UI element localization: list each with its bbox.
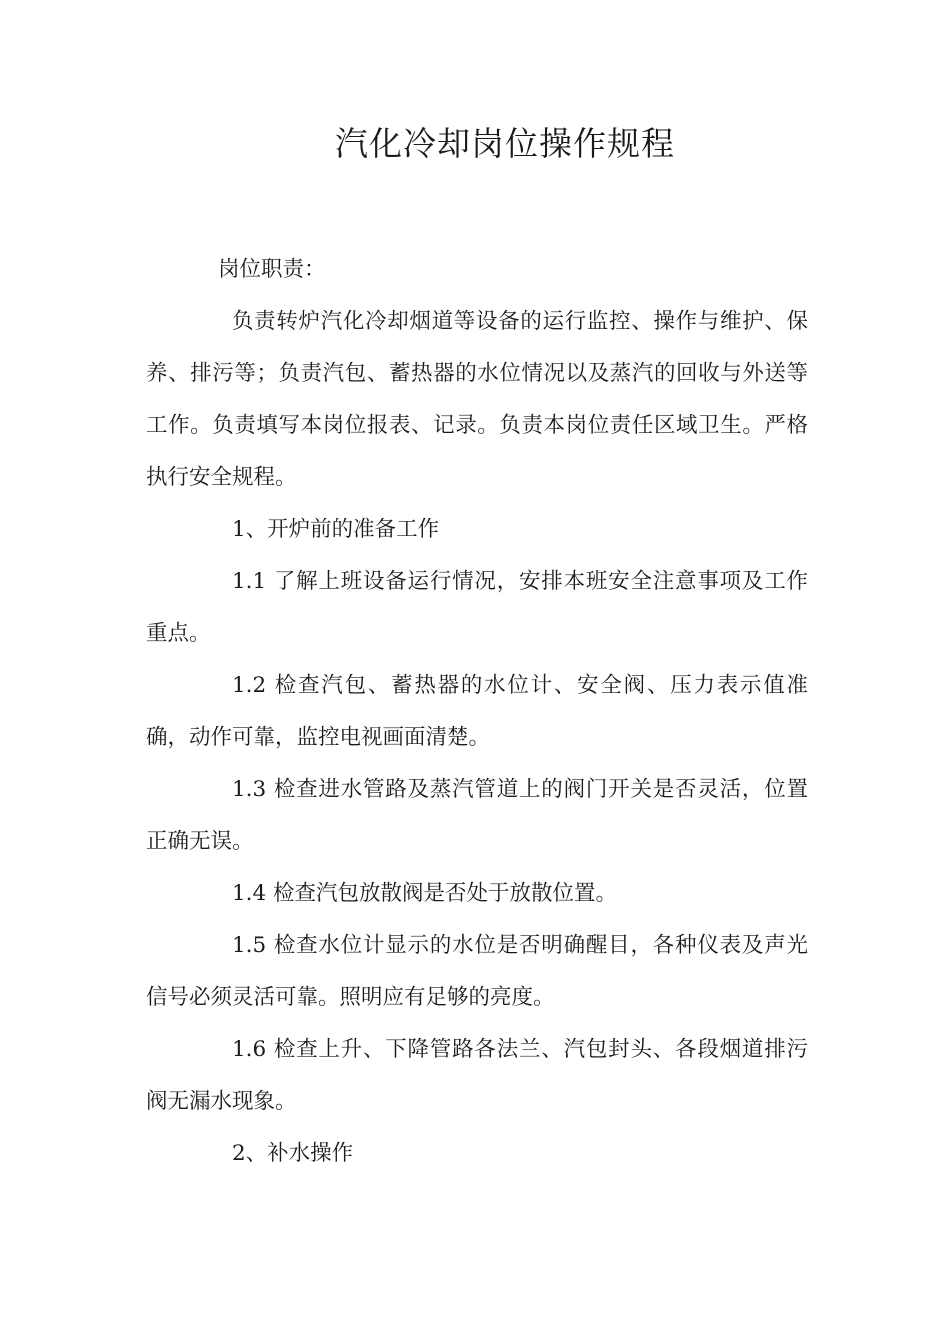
paragraph-item-1-4: 1.4 检查汽包放散阀是否处于放散位置。 [232,881,618,906]
section-heading-duties: 岗位职责： [218,257,326,282]
paragraph-item-1-1: 1.1 了解上班设备运行情况，安排本班安全注意事项及工作重点。 [146,569,808,646]
document-title: 汽化冷却岗位操作规程 [335,124,675,163]
paragraph-item-1-5: 1.5 检查水位计显示的水位是否明确醒目，各种仪表及声光信号必须灵活可靠。照明应有足够的亮度。 [146,933,808,1010]
section-heading-refill: 2、补水操作 [232,1141,354,1166]
paragraph-item-1-6: 1.6 检查上升、下降管路各法兰、汽包封头、各段烟道排污阀无漏水现象。 [146,1037,808,1114]
paragraph-item-1-2: 1.2 检查汽包、蓄热器的水位计、安全阀、压力表示值准确，动作可靠，监控电视画面清楚。 [146,673,808,750]
paragraph-item-1-3: 1.3 检查进水管路及蒸汽管道上的阀门开关是否灵活，位置正确无误。 [146,777,808,854]
document-body [146,244,808,1180]
paragraph-duties: 负责转炉汽化冷却烟道等设备的运行监控、操作与维护、保养、排污等；负责汽包、蓄热器的水位情况以及蒸汽的回收与外送等工作。负责填写本岗位报表、记录。负责本岗位责任区域卫生。严格执行安全规程。 [146,309,808,490]
section-heading-preparation: 1、开炉前的准备工作 [232,517,440,542]
